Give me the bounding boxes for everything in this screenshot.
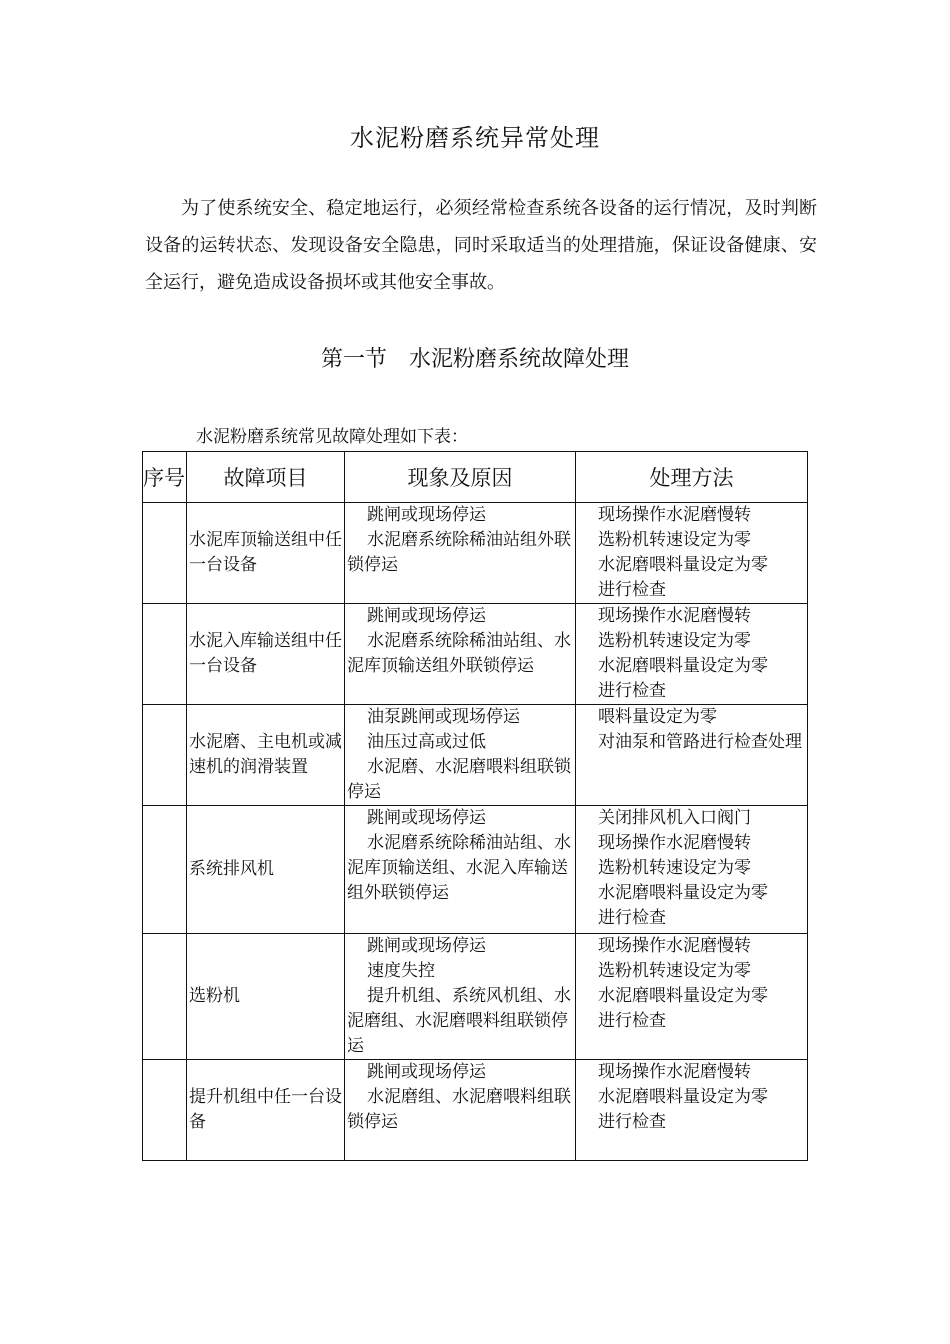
method-line: 选粉机转速设定为零 [598,961,751,981]
method-line: 关闭排风机入口阀门 [598,808,751,828]
cell-no [143,503,187,604]
table-body [143,503,808,1161]
cause-line: 水泥磨组、水泥磨喂料组联锁停运 [347,1087,571,1132]
cell-no [143,604,187,705]
cell-fault-item: 水泥库顶输送组中任一台设备 [187,503,345,604]
method-line: 现场操作水泥磨慢转 [598,505,751,525]
method-line: 现场操作水泥磨慢转 [598,833,751,853]
cause-line: 油泵跳闸或现场停运 [367,707,520,727]
cell-no [143,934,187,1060]
table-row [143,934,808,1060]
section-title: 水泥粉磨系统故障处理 [409,347,630,372]
cause-line: 跳闸或现场停运 [367,808,486,828]
cause-line: 跳闸或现场停运 [367,1062,486,1082]
intro-paragraph: 为了使系统安全、稳定地运行，必须经常检查系统各设备的运行情况，及时判断设备的运转状态、发现设备安全隐患，同时采取适当的处理措施，保证设备健康、安全运行，避免造成设备损坏或其他安全事故。 [145,198,817,293]
method-line: 喂料量设定为零 [598,707,717,727]
cell-cause [345,503,576,604]
cell-fault-item: 水泥入库输送组中任一台设备 [187,604,345,705]
cause-line: 水泥磨系统除稀油站组外联锁停运 [347,530,571,575]
cell-fault-item: 提升机组中任一台设备 [187,1060,345,1161]
method-line: 选粉机转速设定为零 [598,858,751,878]
method-line: 水泥磨喂料量设定为零 [598,555,768,575]
table-caption: 水泥粉磨系统常见故障处理如下表： [196,427,468,447]
method-line: 进行检查 [598,908,666,928]
header-method: 处理方法 [576,452,808,503]
table-row [143,806,808,934]
cell-method [576,806,808,934]
cell-no [143,806,187,934]
method-line: 进行检查 [598,1011,666,1031]
cell-method [576,705,808,806]
method-line: 对油泵和管路进行检查处理 [598,732,802,752]
method-line: 进行检查 [598,681,666,701]
cell-cause [345,604,576,705]
table-row [143,705,808,806]
cause-line: 水泥磨系统除稀油站组、水泥库顶输送组外联锁停运 [347,631,571,676]
cell-cause [345,934,576,1060]
cell-method [576,934,808,1060]
method-line: 现场操作水泥磨慢转 [598,606,751,626]
method-line: 水泥磨喂料量设定为零 [598,656,768,676]
method-line: 水泥磨喂料量设定为零 [598,883,768,903]
cause-line: 水泥磨、水泥磨喂料组联锁停运 [347,757,571,802]
header-no: 序号 [143,452,187,503]
cell-fault-item: 选粉机 [187,934,345,1060]
cell-cause [345,1060,576,1161]
method-line: 选粉机转速设定为零 [598,530,751,550]
method-line: 进行检查 [598,1112,666,1132]
method-line: 进行检查 [598,580,666,600]
method-line: 水泥磨喂料量设定为零 [598,1087,768,1107]
method-line: 水泥磨喂料量设定为零 [598,986,768,1006]
cell-no [143,1060,187,1161]
cause-line: 提升机组、系统风机组、水泥磨组、水泥磨喂料组联锁停运 [347,986,571,1056]
cell-cause [345,705,576,806]
page-title: 水泥粉磨系统异常处理 [350,124,600,152]
cell-fault-item: 水泥磨、主电机或减速机的润滑装置 [187,705,345,806]
cause-line: 速度失控 [367,961,435,981]
method-line: 现场操作水泥磨慢转 [598,936,751,956]
cause-line: 跳闸或现场停运 [367,936,486,956]
section-number: 第一节 [320,347,387,372]
cause-line: 油压过高或过低 [367,732,486,752]
method-line: 选粉机转速设定为零 [598,631,751,651]
header-item: 故障项目 [187,452,345,503]
cause-line: 水泥磨系统除稀油站组、水泥库顶输送组、水泥入库输送组外联锁停运 [347,833,571,903]
cell-fault-item: 系统排风机 [187,806,345,934]
method-line: 现场操作水泥磨慢转 [598,1062,751,1082]
table-row [143,503,808,604]
cause-line: 跳闸或现场停运 [367,505,486,525]
cell-cause [345,806,576,934]
cell-method [576,1060,808,1161]
cell-method [576,503,808,604]
section-heading [0,342,950,373]
cell-no [143,705,187,806]
header-cause: 现象及原因 [345,452,576,503]
fault-table [142,451,808,1161]
table-header-row [143,452,808,503]
table-row [143,1060,808,1161]
cell-method [576,604,808,705]
cause-line: 跳闸或现场停运 [367,606,486,626]
table-row [143,604,808,705]
